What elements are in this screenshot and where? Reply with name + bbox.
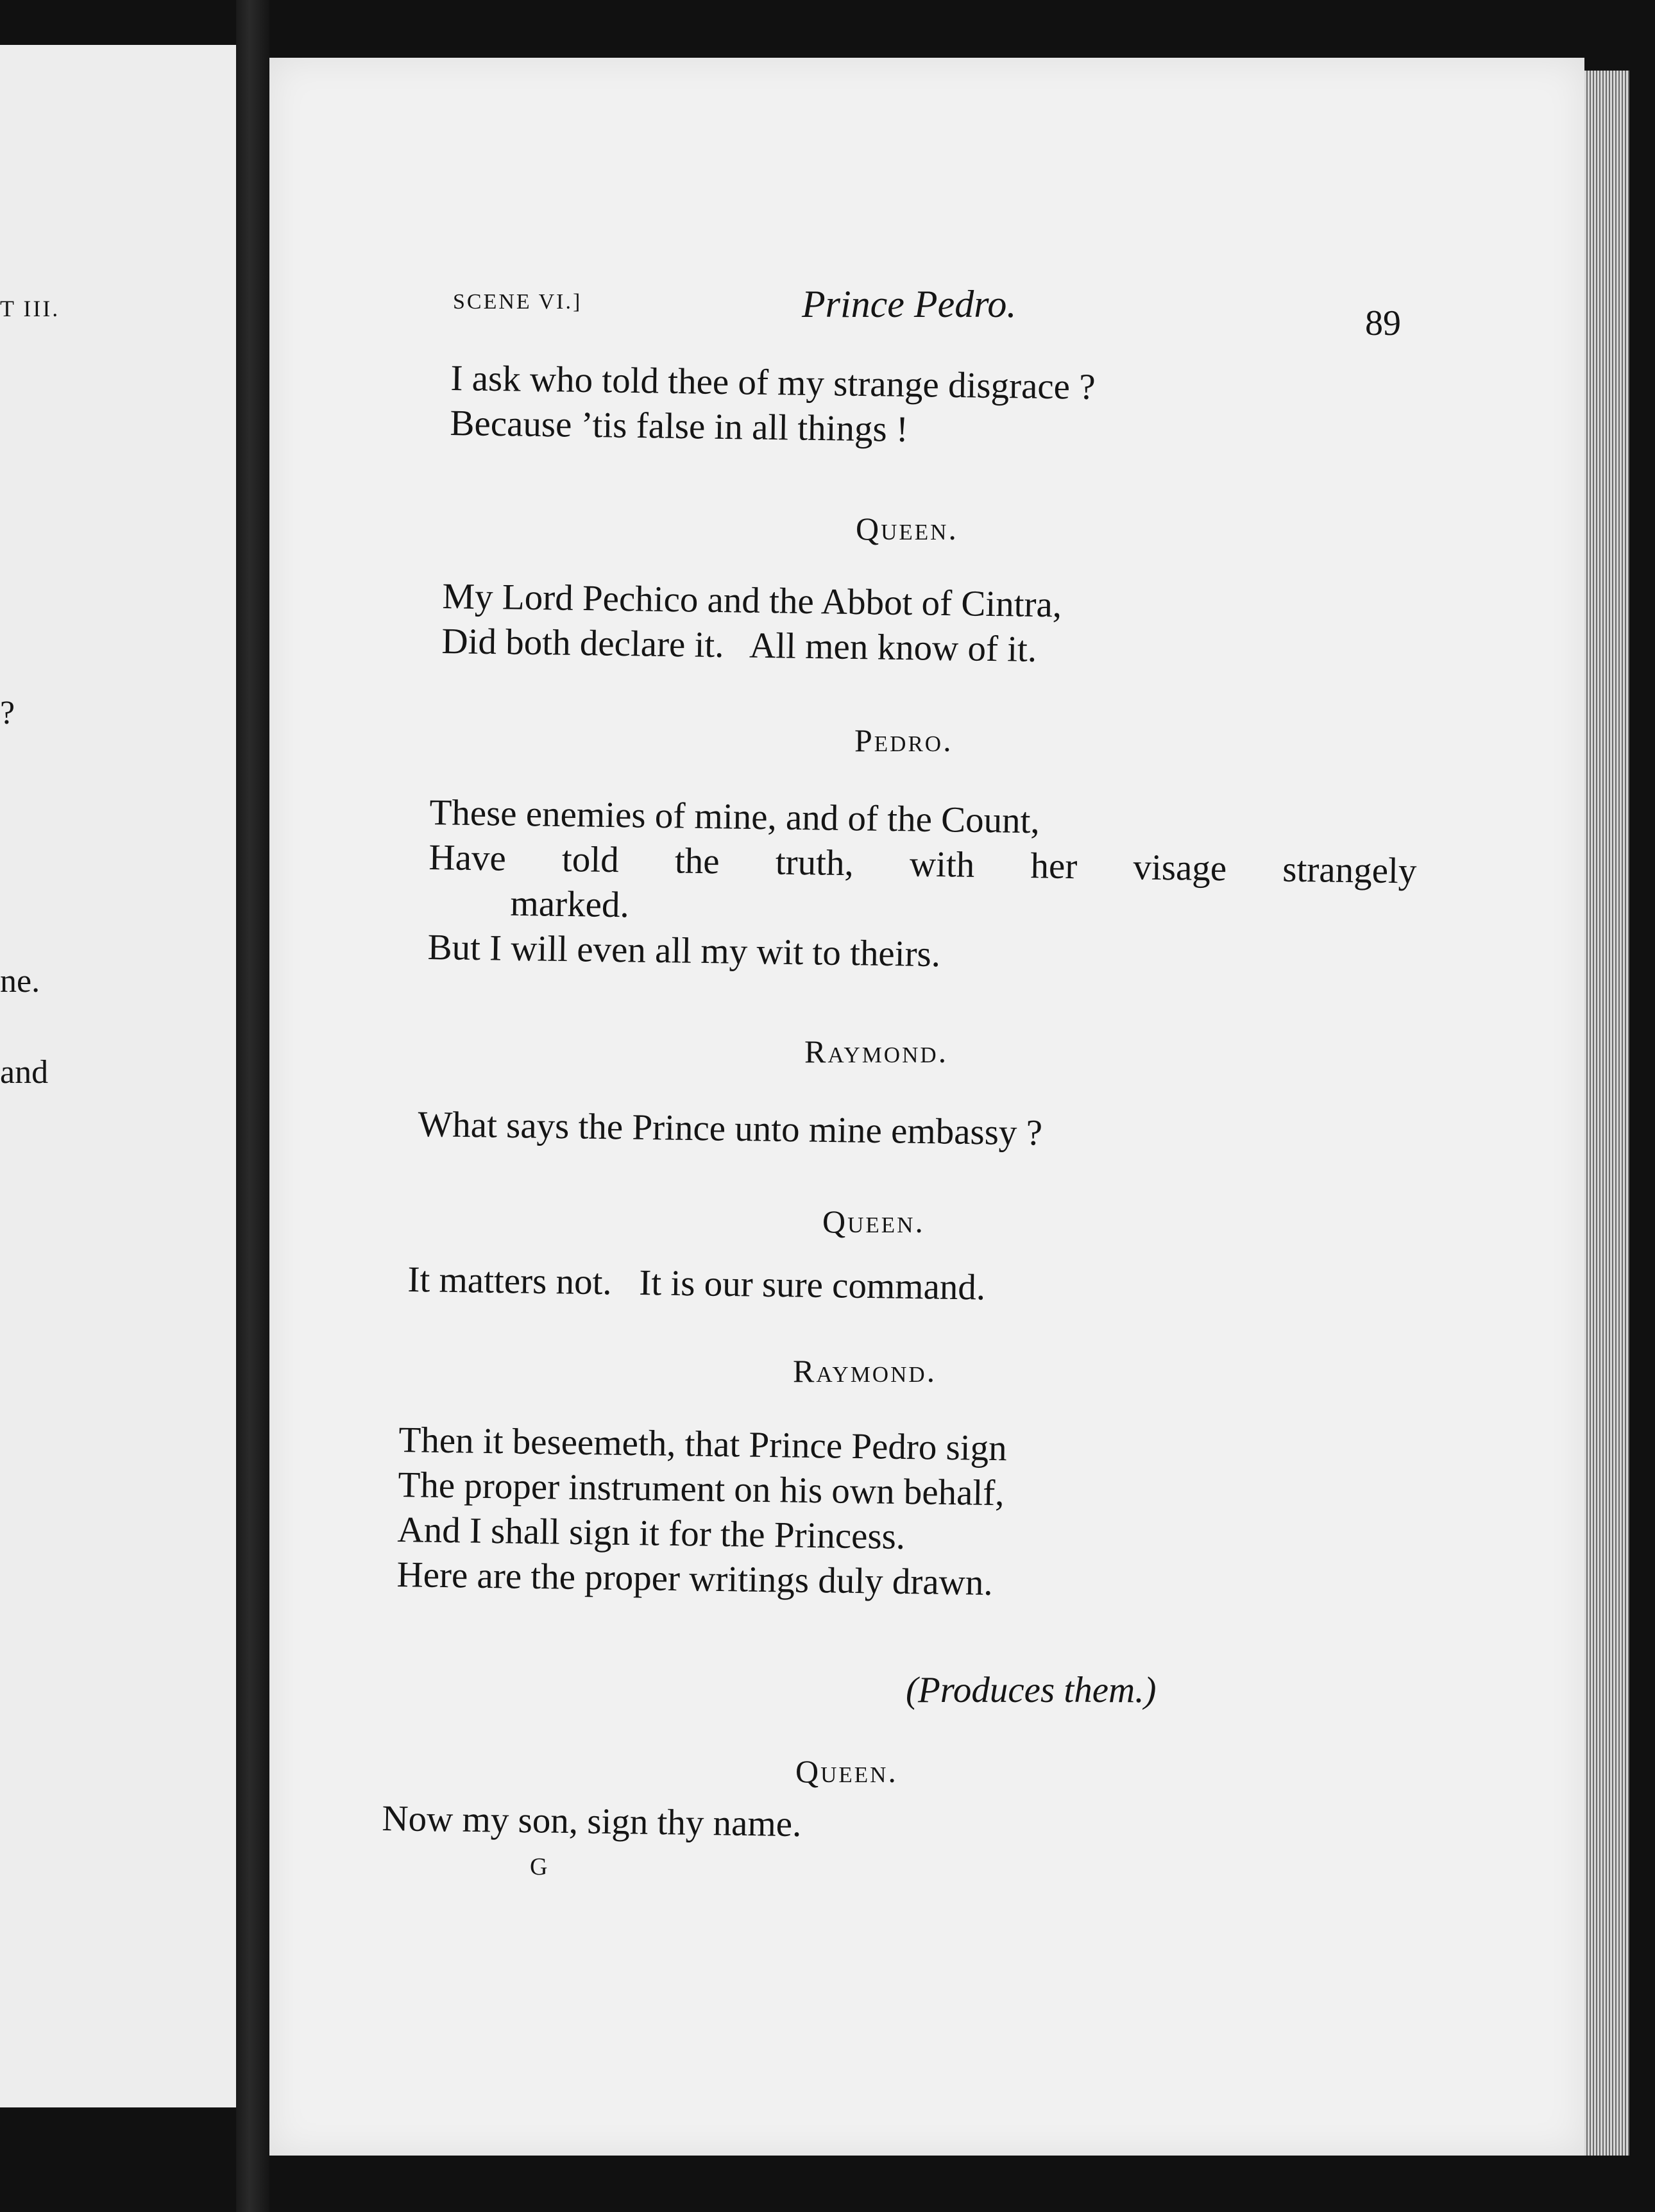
left-text-fragment: and: [0, 1054, 49, 1091]
verse-block: [396, 1418, 1007, 1606]
word: told: [561, 838, 620, 881]
verse-line-continuation: marked.: [510, 883, 630, 926]
left-page-fragment: [0, 45, 239, 2107]
speaker-name: Queen.: [795, 1753, 898, 1789]
running-header-scene: SCENE VI.]: [453, 290, 582, 314]
word: strangely: [1282, 849, 1417, 892]
verse-line: Because ’tis false in all things !: [450, 402, 909, 450]
verse-line: But I will even all my wit to theirs.: [427, 926, 941, 975]
speaker-name: Queen.: [822, 1204, 925, 1239]
verse-line: Here are the proper writings duly drawn.: [396, 1554, 994, 1603]
verse-line: Now my son, sign thy name.: [382, 1798, 802, 1845]
verse-block: [450, 356, 1096, 455]
left-text-fragment: ne.: [0, 963, 40, 1000]
word: truth,: [775, 842, 854, 884]
verse-line: The proper instrument on his own behalf,: [398, 1464, 1005, 1514]
stage-direction: (Produces them.): [906, 1670, 1157, 1710]
verse-line: My Lord Pechico and the Abbot of Cintra,: [442, 575, 1062, 625]
word: Have: [429, 837, 507, 879]
verse-block: [441, 574, 1062, 672]
verse-block: [418, 1102, 1042, 1156]
verse-line: Then it beseemeth, that Prince Pedro sign: [398, 1419, 1008, 1469]
verse-line: Did both declare it. All men know of it.: [441, 620, 1037, 670]
book-gutter: [236, 0, 269, 2212]
running-header-title: Prince Pedro.: [802, 283, 1017, 325]
speaker-name: Raymond.: [793, 1353, 937, 1389]
page-edges: [1584, 71, 1629, 2156]
verse-line: What says the Prince unto mine embassy ?: [418, 1103, 1043, 1153]
left-header-fragment: T III.: [0, 296, 60, 321]
word: her: [1030, 846, 1078, 887]
signature-mark: G: [530, 1853, 548, 1880]
page-number: 89: [1365, 303, 1401, 343]
verse-line: And I shall sign it for the Princess.: [397, 1509, 906, 1558]
word: the: [674, 840, 720, 882]
verse-line: These enemies of mine, and of the Count,: [429, 792, 1040, 842]
verse-block: [407, 1257, 986, 1311]
verse-line: I ask who told thee of my strange disgrace ?: [450, 357, 1096, 408]
verse-block: [427, 790, 1418, 983]
word: with: [909, 844, 975, 885]
speaker-name: Raymond.: [804, 1034, 949, 1069]
word: visage: [1133, 847, 1227, 889]
verse-block: [382, 1796, 802, 1847]
speaker-name: Pedro.: [854, 722, 953, 758]
speaker-name: Queen.: [856, 511, 958, 547]
verse-line: It matters not. It is our sure command.: [407, 1259, 986, 1308]
left-text-fragment: ?: [0, 695, 15, 731]
